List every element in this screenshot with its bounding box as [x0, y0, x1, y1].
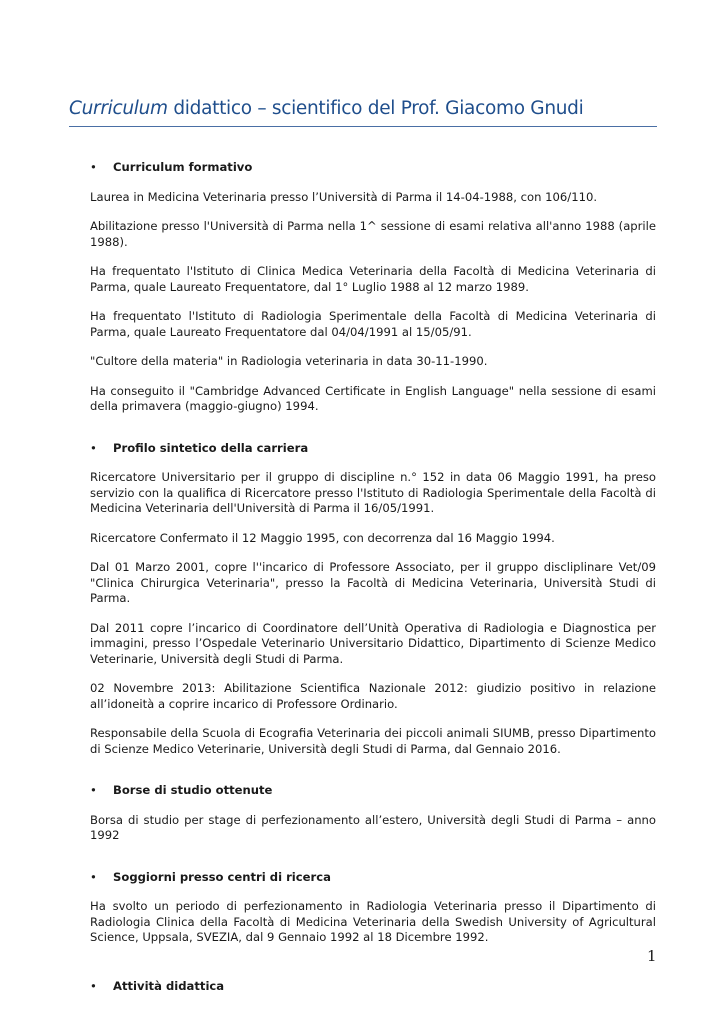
paragraph: Ricercatore Confermato il 12 Maggio 1995, con decorrenza dal 16 Maggio 1994.: [90, 530, 555, 545]
bullet: •: [90, 978, 97, 993]
paragraph: Borsa di studio per stage di perfezionamento all’estero, Università degli Studi di Parma – anno 1992: [90, 812, 656, 842]
section-heading-borse: [90, 783, 656, 799]
section-heading-label: Curriculum formativo: [113, 160, 253, 174]
section-heading-carriera: [90, 441, 656, 457]
paragraph: Ha svolto un periodo di perfezionamento in Radiologia Veterinaria presso il Dipartimento di Radiologia Clinica della Facoltà di Medicina Veterinaria della Swedish University of Agricultural Science, Uppsala, SVEZIA, dal 9 Gennaio 1992 al 18 Dicembre 1992.: [90, 899, 656, 944]
paragraph: Ha frequentato l'Istituto di Radiologia Sperimentale della Facoltà di Medicina Veterinaria di Parma, quale Laureato Frequentatore dal 04/04/1991 al 15/05/91.: [90, 309, 656, 339]
section-heading-didattica: [90, 979, 656, 995]
paragraph: 02 Novembre 2013: Abilitazione Scientifica Nazionale 2012: giudizio positivo in relazione all’idoneità a coprire incarico di Professore Ordinario.: [90, 681, 656, 711]
paragraph: Ha conseguito il "Cambridge Advanced Certificate in English Language" nella sessione di esami della primavera (maggio-giugno) 1994.: [90, 383, 656, 413]
paragraph: Abilitazione presso l'Università di Parma nella 1^ sessione di esami relativa all'anno 1988 (aprile 1988).: [90, 219, 656, 249]
section-heading-label: Attività didattica: [113, 978, 225, 993]
document-body: [90, 160, 656, 1008]
paragraph: Responsabile della Scuola di Ecografia Veterinaria dei piccoli animali SIUMB, presso Dipartimento di Scienze Medico Veterinarie, Università degli Studi di Parma, dal Gennaio 2016.: [90, 726, 656, 756]
title-divider: [69, 126, 657, 127]
paragraph: "Cultore della materia" in Radiologia veterinaria in data 30-11-1990.: [90, 354, 488, 368]
section-heading-label: Borse di studio ottenute: [113, 783, 273, 797]
page-number: 1: [647, 947, 657, 965]
title-italic: Curriculum: [69, 98, 168, 119]
bullet: •: [90, 440, 97, 455]
paragraph: Ricercatore Universitario per il gruppo di discipline n.° 152 in data 06 Maggio 1991, ha preso servizio con la qualifica di Ricercatore presso l'Istituto di Radiologia Sperimentale della Facoltà di Medicina Veterinaria dell'Università di Parma il 16/05/1991.: [90, 470, 656, 515]
title-rest: didattico – scientifico del Prof. Giacomo Gnudi: [167, 98, 584, 119]
section-heading-soggiorni: [90, 870, 656, 886]
bullet: •: [90, 160, 97, 174]
section-heading-formativo: [90, 160, 656, 176]
section-heading-label: Soggiorni presso centri di ricerca: [113, 869, 331, 884]
section-heading-label: Profilo sintetico della carriera: [113, 440, 309, 455]
bullet: •: [90, 869, 97, 884]
bullet: •: [90, 783, 97, 797]
paragraph: Laurea in Medicina Veterinaria presso l’Università di Parma il 14-04-1988, con 106/110.: [90, 189, 598, 204]
page-title: [69, 98, 669, 119]
paragraph: Dal 2011 copre l’incarico di Coordinatore dell’Unità Operativa di Radiologia e Diagnostica per immagini, presso l’Ospedale Veterinario Universitario Didattico, Dipartimento di Scienze Medico Veterinarie, Università degli Studi di Parma.: [90, 620, 656, 666]
paragraph: Dal 01 Marzo 2001, copre l''incarico di Professore Associato, per il gruppo discliplinare Vet/09 "Clinica Chirurgica Veterinaria", presso la Facoltà di Medicina Veterinaria, Università Studi di Parma.: [90, 560, 656, 605]
paragraph: Ha frequentato l'Istituto di Clinica Medica Veterinaria della Facoltà di Medicina Veterinaria di Parma, quale Laureato Frequentatore, dal 1° Luglio 1988 al 12 marzo 1989.: [90, 264, 656, 294]
